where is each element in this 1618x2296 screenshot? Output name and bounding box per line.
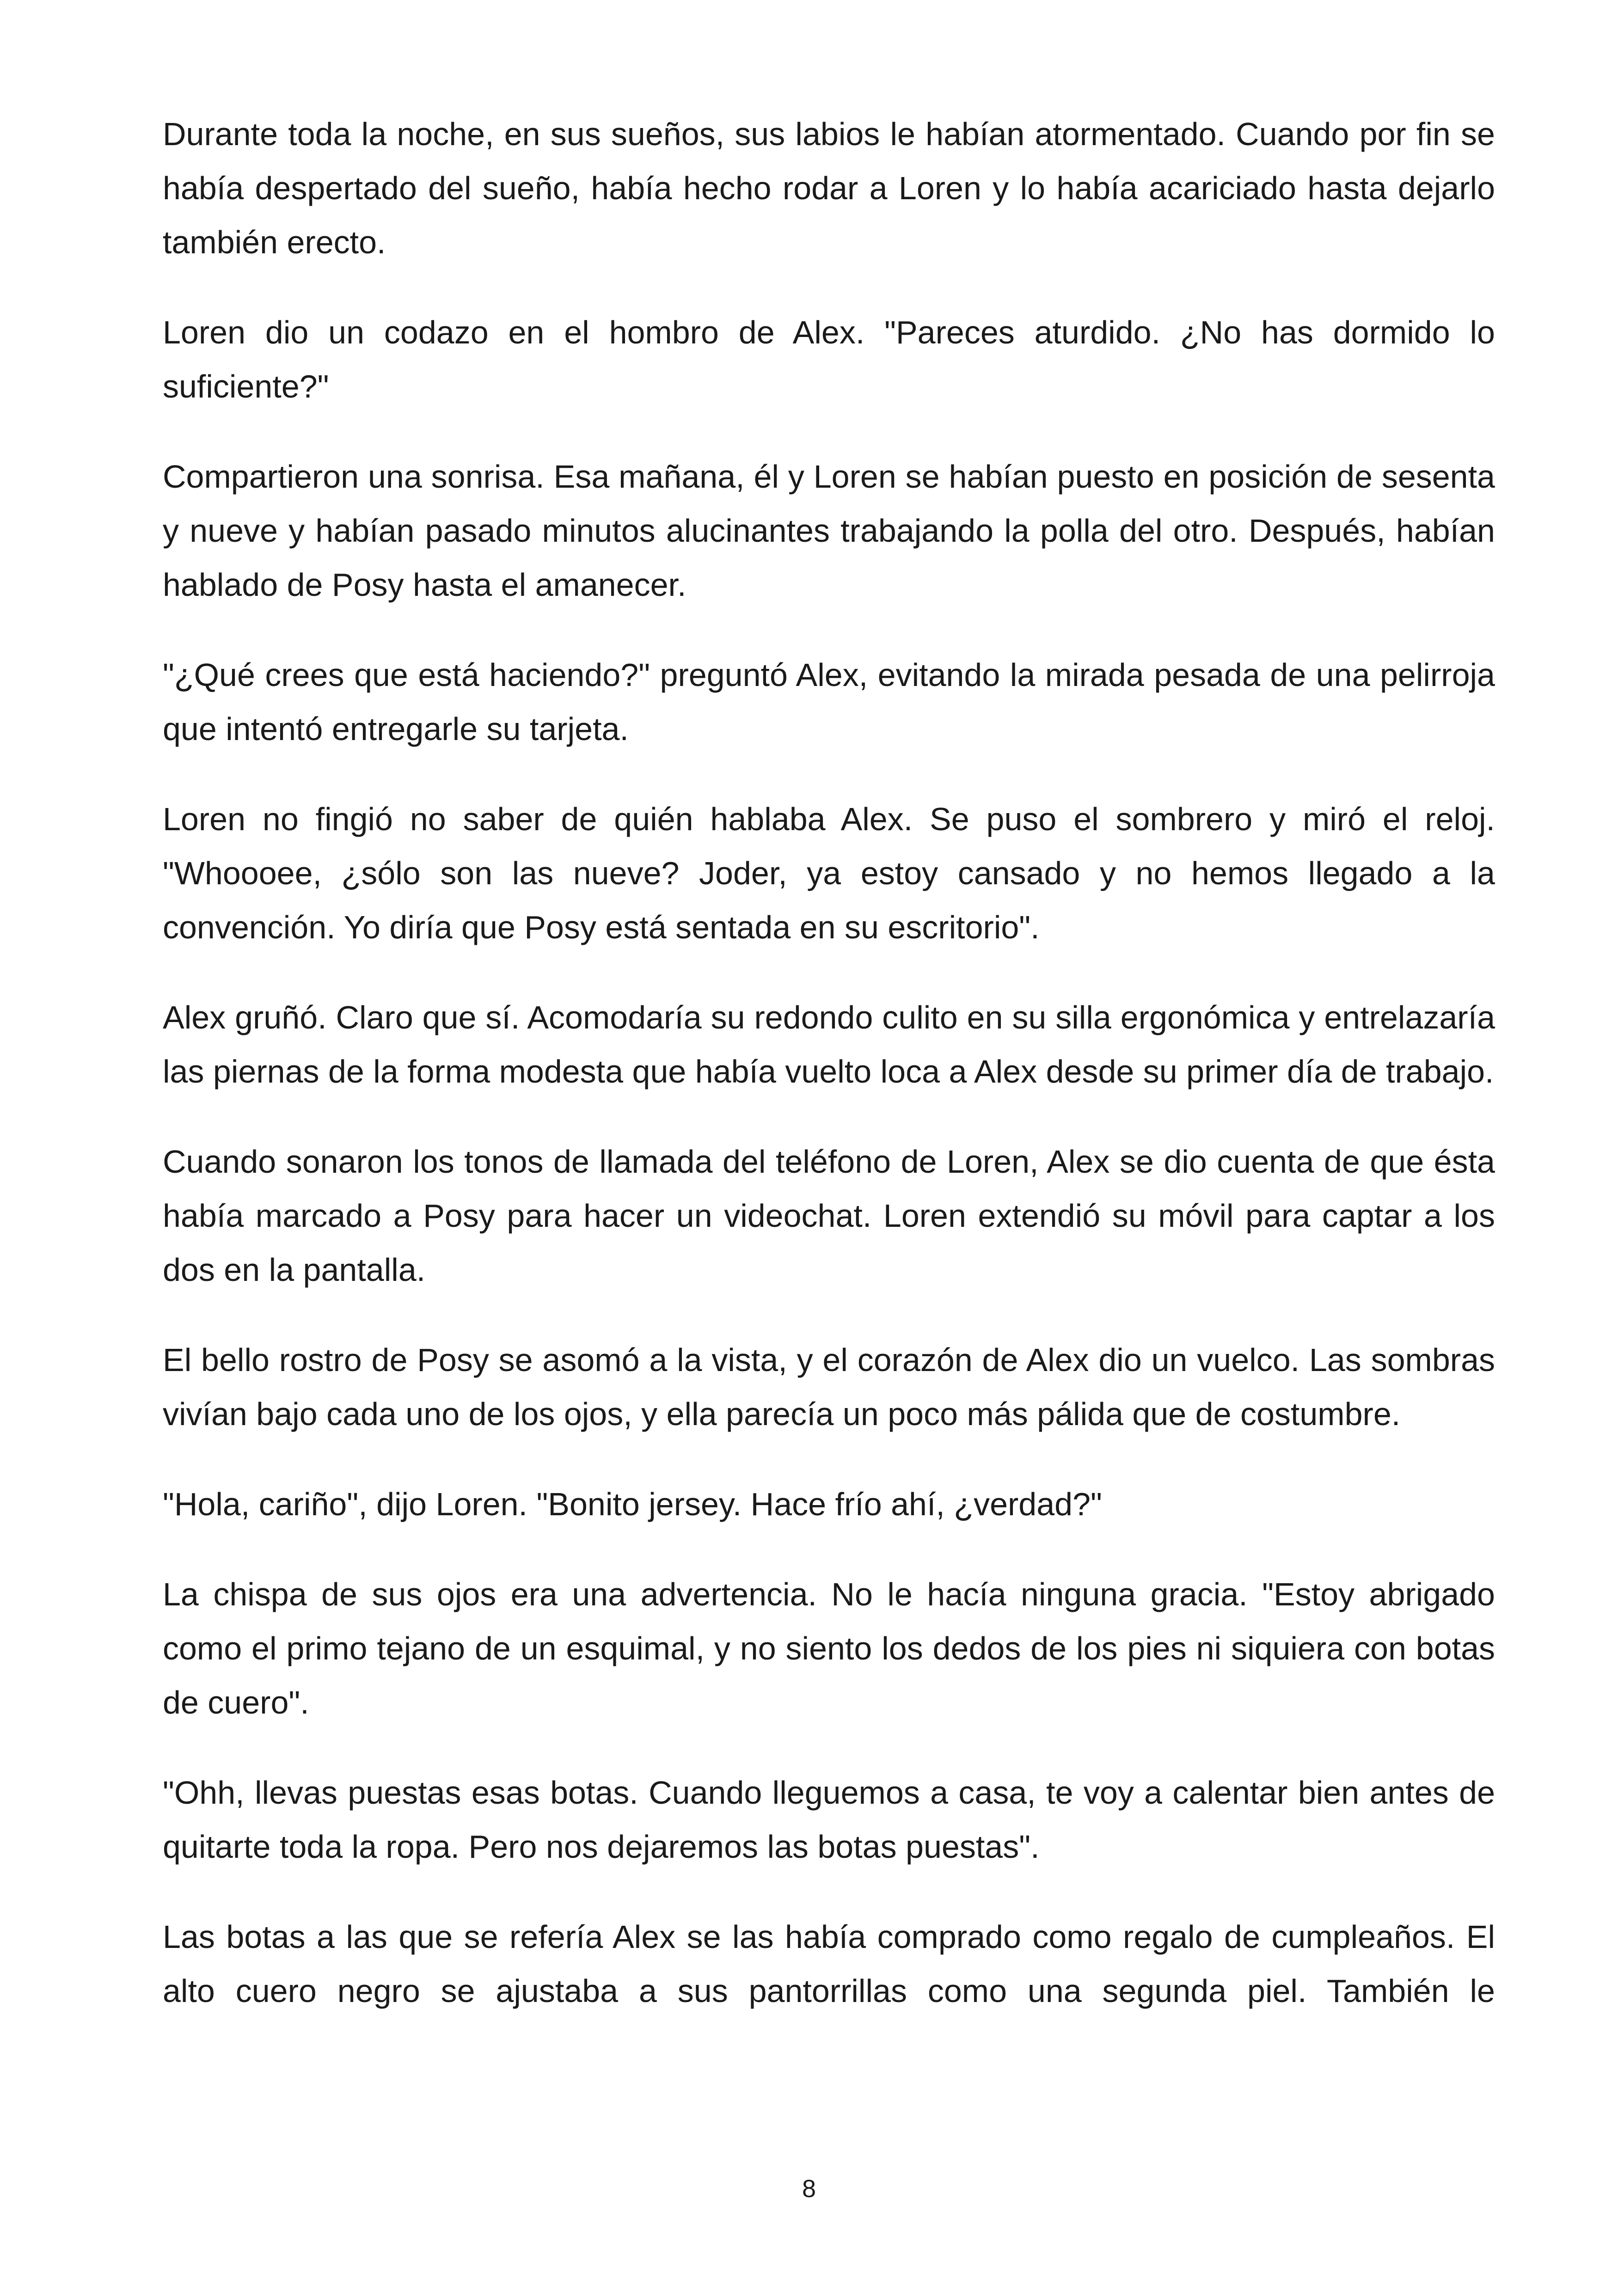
- paragraph: "Hola, cariño", dijo Loren. "Bonito jersey. Hace frío ahí, ¿verdad?": [163, 1486, 1102, 1522]
- paragraph: "Ohh, llevas puestas esas botas. Cuando lleguemos a casa, te voy a calentar bien antes de quitarte toda la ropa. Pero nos dejaremos las botas puestas".: [163, 1775, 1495, 1865]
- page-number: 8: [802, 2175, 816, 2203]
- paragraph: El bello rostro de Posy se asomó a la vista, y el corazón de Alex dio un vuelco. Las sombras vivían bajo cada uno de los ojos, y ella parecía un poco más pálida que de costumbre.: [163, 1342, 1495, 1432]
- paragraph: Alex gruñó. Claro que sí. Acomodaría su redondo culito en su silla ergonómica y entrelazaría las piernas de la forma modesta que había vuelto loca a Alex desde su primer día de trabajo.: [163, 999, 1495, 1090]
- paragraph: Loren dio un codazo en el hombro de Alex. "Pareces aturdido. ¿No has dormido lo suficiente?": [163, 314, 1495, 404]
- paragraph: Durante toda la noche, en sus sueños, sus labios le habían atormentado. Cuando por fin se había despertado del sueño, había hecho rodar a Loren y lo había acariciado hasta dejarlo también erecto.: [163, 116, 1495, 260]
- paragraph: Loren no fingió no saber de quién hablaba Alex. Se puso el sombrero y miró el reloj. "Whoooee, ¿sólo son las nueve? Joder, ya estoy cansado y no hemos llegado a la convención. Yo diría que Posy está sentada en su escritorio".: [163, 801, 1495, 945]
- paragraph: La chispa de sus ojos era una advertencia. No le hacía ninguna gracia. "Estoy abrigado como el primo tejano de un esquimal, y no siento los dedos de los pies ni siquiera con botas de cuero".: [163, 1576, 1495, 1720]
- paragraph: Las botas a las que se refería Alex se las había comprado como regalo de cumpleaños. El alto cuero negro se ajustaba a sus pantorrillas como una segunda piel. También le: [163, 1919, 1495, 2009]
- paragraph: "¿Qué crees que está haciendo?" preguntó Alex, evitando la mirada pesada de una pelirroja que intentó entregarle su tarjeta.: [163, 657, 1495, 747]
- paragraph: Compartieron una sonrisa. Esa mañana, él y Loren se habían puesto en posición de sesenta y nueve y habían pasado minutos alucinantes trabajando la polla del otro. Después, habían hablado de Posy hasta el amanecer.: [163, 459, 1495, 603]
- body-text: [163, 107, 1495, 2018]
- paragraph: Cuando sonaron los tonos de llamada del teléfono de Loren, Alex se dio cuenta de que ésta había marcado a Posy para hacer un videochat. Loren extendió su móvil para captar a los dos en la pantalla.: [163, 1144, 1495, 1288]
